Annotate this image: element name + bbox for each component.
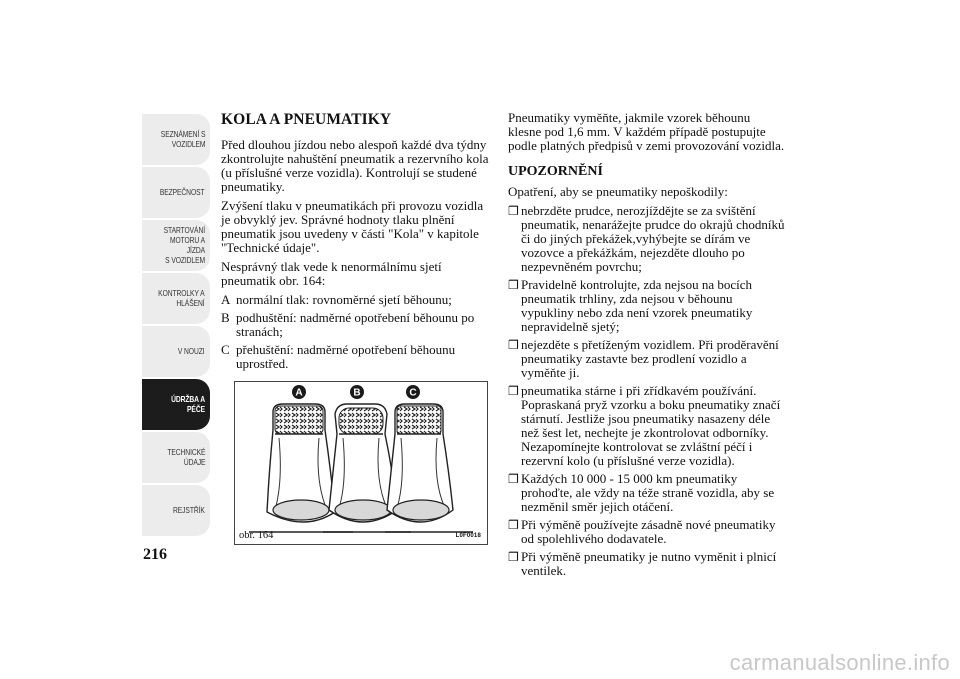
- tab-technicke-udaje[interactable]: [142, 432, 210, 483]
- tab-label: ÚDRŽBA A PÉČE: [171, 394, 205, 414]
- list-text: přehuštění: nadměrné opotřebení běhounu uprostřed.: [236, 342, 456, 371]
- list-item: [508, 384, 786, 468]
- checkbox-icon: ❒: [508, 278, 519, 292]
- chapter-tabs: [142, 114, 210, 538]
- right-column: [508, 111, 786, 582]
- tab-v-nouzi[interactable]: [142, 326, 210, 377]
- list-item: [508, 550, 786, 578]
- marker-a-label: A: [295, 387, 303, 399]
- figure-code: L0F0018: [455, 533, 481, 539]
- tab-label: BEZPEČNOST: [160, 187, 205, 197]
- paragraph: Nesprávný tlak vede k nenormálnímu sjetí pneumatik obr. 164:: [221, 259, 442, 288]
- bullet-text: Při výměně používejte zásadně nové pneumatiky od spolehlivého dodavatele.: [521, 517, 776, 546]
- checkbox-icon: ❒: [508, 550, 519, 564]
- checkbox-icon: ❒: [508, 472, 519, 486]
- tab-bezpecnost[interactable]: [142, 167, 210, 218]
- list-letter: A: [221, 292, 231, 307]
- bullet-text: nebrzděte prudce, nerozjíždějte se za svištění pneumatik, nenarážejte prudce do okrajů chodníků či do jiných překážek,vyhýbejte se dírám ve vozovce a překážkám, nejezděte dlouho po nezpevněném povrchu;: [521, 203, 785, 274]
- paragraph: Pneumatiky vyměňte, jakmile vzorek běhounu klesne pod 1,6 mm. V každém případě postupujte podle platných předpisů v zemi provozování vozidla.: [508, 110, 785, 153]
- tab-label: TECHNICKÉ ÚDAJE: [166, 447, 205, 467]
- page-number: 216: [143, 546, 167, 563]
- marker-b-label: B: [353, 387, 361, 399]
- list-item: [508, 204, 786, 274]
- bullet-text: pneumatika stárne i při zřídkavém používání. Popraskaná pryž vzorku a boku pneumatiky značí stárnutí. Jestliže jsou pneumatiky nasazeny déle než šest let, nechejte je zkontrolovat odborníky. Nezapomínejte kontrolovat se zvláštní péčí i rezervní kolo (u příslušné verze vozidla).: [521, 383, 781, 468]
- bullet-text: Pravidelně kontrolujte, zda nejsou na bocích pneumatik trhliny, zda nejsou v běhounu vypukliny nebo zda není vzorek pneumatiky nepravidelně sjetý;: [521, 277, 753, 334]
- checkbox-icon: ❒: [508, 384, 519, 398]
- tire-wear-figure: [234, 381, 488, 545]
- list-text: normální tlak: rovnoměrné sjetí běhounu;: [236, 292, 452, 307]
- tab-label: STARTOVÁNÍ MOTORU A JÍZDA S VOZIDLEM: [163, 225, 205, 265]
- tab-udrzba-active[interactable]: [142, 379, 210, 430]
- tab-startovani[interactable]: [142, 220, 210, 271]
- figure-caption: obr. 164: [239, 530, 274, 541]
- tab-label: REJSTŘÍK: [173, 505, 205, 515]
- list-item: [221, 343, 493, 371]
- checkbox-icon: ❒: [508, 338, 519, 352]
- marker-c: [406, 385, 420, 399]
- left-column: [221, 113, 493, 375]
- list-item: [221, 311, 493, 339]
- tab-kontrolky[interactable]: [142, 273, 210, 324]
- checkbox-icon: ❒: [508, 204, 519, 218]
- tire-wear-illustration: [235, 382, 489, 546]
- tab-label: KONTROLKY A HLÁŠENÍ: [158, 288, 205, 308]
- warning-intro: Opatření, aby se pneumatiky nepoškodily:: [508, 184, 728, 199]
- watermark: carmanualsonline.info: [729, 650, 950, 675]
- bullet-text: Každých 10 000 - 15 000 km pneumatiky prohoďte, ale vždy na téže straně vozidla, aby se nezměnil směr jejich otáčení.: [521, 471, 775, 514]
- list-item: [221, 293, 493, 307]
- marker-c-label: C: [409, 387, 417, 399]
- paragraph: Před dlouhou jízdou nebo alespoň každé dva týdny zkontrolujte nahuštění pneumatik a rezervního kola (u příslušné verze vozidla). Kontrolují se studené pneumatiky.: [221, 137, 489, 194]
- list-letter: C: [221, 342, 230, 357]
- tab-rejstrik[interactable]: [142, 485, 210, 536]
- list-item: [508, 472, 786, 514]
- list-item: [508, 278, 786, 334]
- tire-c: [385, 404, 473, 532]
- list-letter: B: [221, 310, 230, 325]
- list-item: [508, 338, 786, 380]
- bullet-text: nejezděte s přetíženým vozidlem. Při proděravění pneumatiky zastavte bez prodlení vozidlo a vyměňte ji.: [521, 337, 779, 380]
- list-text: podhuštění: nadměrné opotřebení běhounu po stranách;: [236, 310, 475, 339]
- tab-seznameni[interactable]: [142, 114, 210, 165]
- tab-label: V NOUZI: [178, 346, 205, 356]
- checkbox-icon: ❒: [508, 518, 519, 532]
- section-title: KOLA A PNEUMATIKY: [221, 111, 392, 128]
- list-item: [508, 518, 786, 546]
- marker-b: [350, 385, 364, 399]
- paragraph: Zvýšení tlaku v pneumatikách při provozu vozidla je obvyklý jev. Správné hodnoty tlaku plnění pneumatik jsou uvedeny v části "Kola" v kapitole "Technické údaje".: [221, 198, 484, 255]
- bullet-text: Při výměně pneumatiky je nutno vyměnit i plnicí ventilek.: [521, 549, 777, 578]
- tab-label: SEZNÁMENÍ S VOZIDLEM: [160, 129, 205, 149]
- warning-title: UPOZORNĚNÍ: [508, 164, 603, 179]
- marker-a: [292, 385, 306, 399]
